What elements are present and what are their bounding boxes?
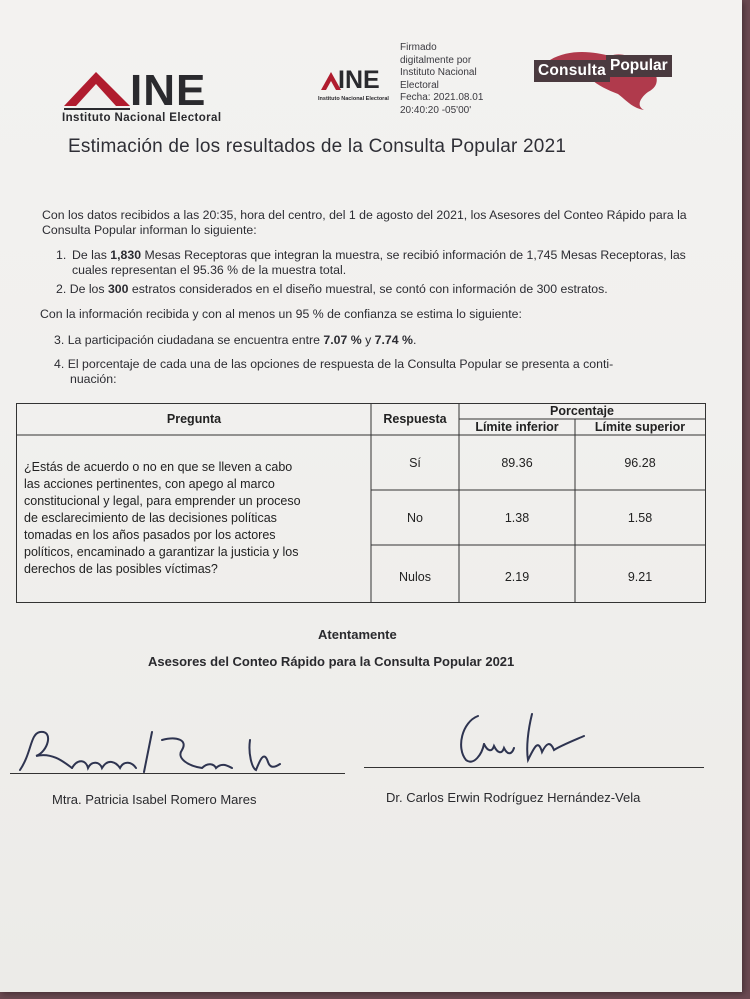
list-number: 2. xyxy=(56,282,67,296)
digital-signature-stamp xyxy=(400,42,510,117)
list-item-2 xyxy=(56,282,696,297)
text-part: El porcentaje de cada una de las opciones de respuesta de la Consulta Popular se presenta a conti- xyxy=(67,357,614,371)
stamp-line: 20:40:20 -05'00' xyxy=(400,104,472,116)
row-nulos-superior: 9.21 xyxy=(627,570,653,584)
row-no-respuesta: No xyxy=(407,511,423,525)
list-number: 4. xyxy=(54,357,65,371)
question-line: derechos de las posibles víctimas? xyxy=(24,562,218,576)
stamp-line: digitalmente por xyxy=(400,54,472,66)
header-limite-inferior: Límite inferior xyxy=(475,420,559,434)
question-line: políticos, encaminado a garantizar la justicia y los xyxy=(24,545,299,559)
list-item-4 xyxy=(54,357,694,387)
confidence-paragraph: Con la información recibida y con al menos un 95 % de confianza se estima lo siguiente: xyxy=(40,307,522,321)
question-line: tomadas en los años pasados por los actores xyxy=(24,528,276,542)
ine-small-logo-subtitle: Instituto Nacional Electoral xyxy=(318,96,389,102)
question-line: de esclarecimiento de las decisiones políticas xyxy=(24,511,277,525)
text-part: . xyxy=(412,333,417,347)
stamp-line: Firmado xyxy=(400,42,437,53)
list-number: 1. xyxy=(56,248,67,262)
stamp-line: Instituto Nacional xyxy=(400,67,477,78)
question-line: las acciones pertinentes, con apego al marco xyxy=(24,477,275,491)
signer-name-1: Mtra. Patricia Isabel Romero Mares xyxy=(52,792,257,807)
closing-text: Atentamente xyxy=(318,627,397,642)
question-line: ¿Estás de acuerdo o no en que se lleven a cabo xyxy=(24,460,293,474)
ine-small-logo-word: INE xyxy=(338,66,380,94)
ine-logo-word: INE xyxy=(130,66,207,115)
stamp-line: Electoral xyxy=(400,79,439,91)
text-part: nuación: xyxy=(70,372,117,386)
row-nulos-inferior: 2.19 xyxy=(504,570,530,584)
text-part: De los xyxy=(69,282,108,296)
text-part: La participación ciudadana se encuentra entre xyxy=(67,333,324,347)
text-part: estratos considerados en el diseño muestral, se contó con información de 300 estratos. xyxy=(128,282,608,296)
signer-name-2: Dr. Carlos Erwin Rodríguez Hernández-Vela xyxy=(386,790,641,805)
row-nulos-respuesta: Nulos xyxy=(399,570,431,584)
header-porcentaje: Porcentaje xyxy=(550,404,614,418)
text-bold: 7.74 % xyxy=(374,333,413,347)
question-line: constitucional y legal, para emprender un proceso xyxy=(24,494,301,508)
consulta-logo-word1: Consulta xyxy=(534,60,610,82)
text-part: Mesas Receptoras que integran la muestra, se recibió información de 1,745 Mesas Receptoras, las cuales representan el 95.36 % de la muestra total. xyxy=(72,248,686,277)
signature-line-1 xyxy=(10,773,345,774)
advisors-text: Asesores del Conteo Rápido para la Consulta Popular 2021 xyxy=(148,654,515,669)
signature-line-2 xyxy=(364,767,704,768)
text-part: y xyxy=(361,333,375,347)
consulta-logo-word2: Popular xyxy=(606,55,672,77)
results-table xyxy=(16,403,706,603)
text-bold: 300 xyxy=(107,282,129,296)
ine-logo-mark xyxy=(62,70,132,110)
list-item-3 xyxy=(54,333,416,348)
row-si-superior: 96.28 xyxy=(624,456,656,470)
document-title: Estimación de los resultados de la Consulta Popular 2021 xyxy=(68,136,567,157)
list-number: 3. xyxy=(54,333,65,347)
signature-2 xyxy=(448,708,598,770)
text-bold: 1,830 xyxy=(110,248,142,262)
header-respuesta: Respuesta xyxy=(383,412,447,426)
row-si-respuesta: Sí xyxy=(409,456,421,470)
row-no-superior: 1.58 xyxy=(627,511,653,525)
text-bold: 7.07 % xyxy=(323,333,362,347)
header-limite-superior: Límite superior xyxy=(594,420,686,434)
intro-paragraph: Con los datos recibidos a las 20:35, hora del centro, del 1 de agosto del 2021, los Asesores del Conteo Rápido para la Consulta Popular informan lo siguiente: xyxy=(42,208,687,237)
row-si-inferior: 89.36 xyxy=(501,456,533,470)
text-part: De las xyxy=(72,248,111,262)
ine-logo-subtitle: Instituto Nacional Electoral xyxy=(62,112,222,124)
header-pregunta: Pregunta xyxy=(166,412,222,426)
stamp-line: Fecha: 2021.08.01 xyxy=(400,92,484,103)
list-text xyxy=(72,248,697,278)
row-no-inferior: 1.38 xyxy=(504,511,530,525)
